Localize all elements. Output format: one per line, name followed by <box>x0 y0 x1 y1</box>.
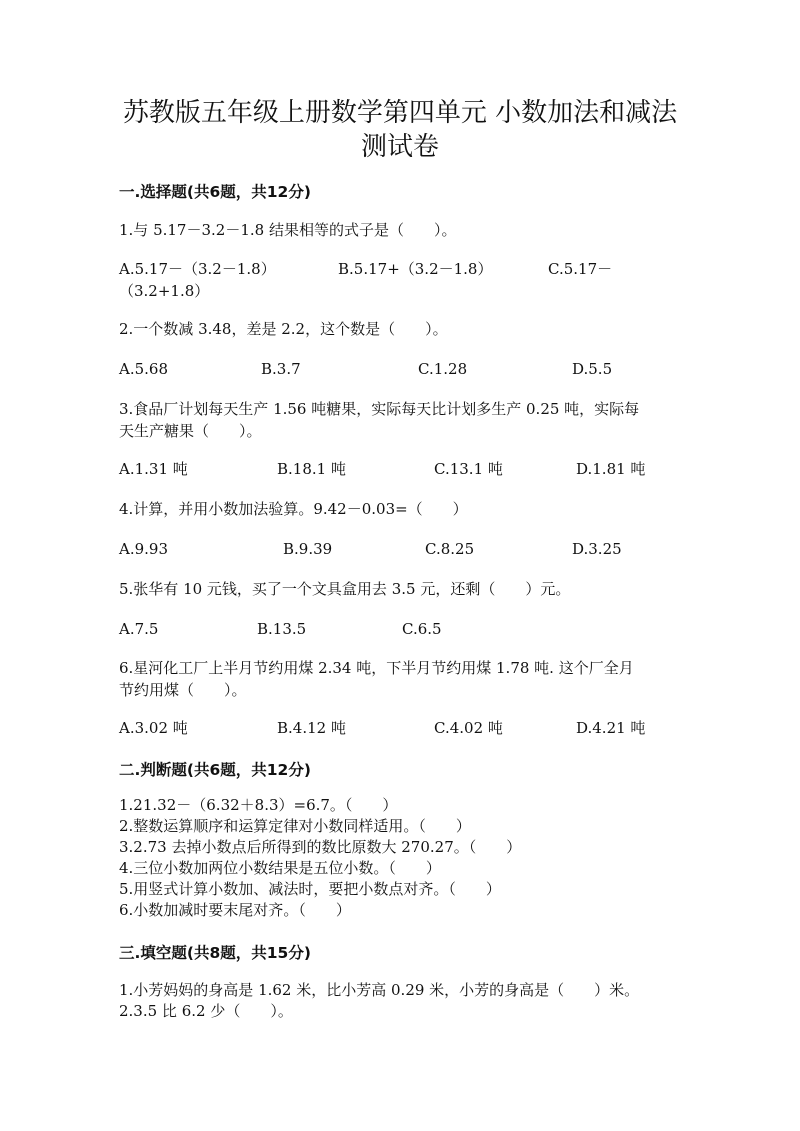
judge-item-1: 1.21.32－（6.32＋8.3）=6.7。（ ） <box>119 796 398 814</box>
question-6-option-d: D.4.21 吨 <box>576 719 646 737</box>
question-5-option-a: A.7.5 <box>119 620 159 638</box>
question-1-option-c-cont: （3.2+1.8） <box>119 282 210 300</box>
section-heading-judge: 二.判断题(共6题，共12分) <box>119 761 311 779</box>
question-4-option-b: B.9.39 <box>283 540 333 558</box>
question-5-option-b: B.13.5 <box>257 620 307 638</box>
question-1-option-b: B.5.17+（3.2－1.8） <box>338 260 493 278</box>
question-2-option-b: B.3.7 <box>261 360 301 378</box>
question-6-stem-cont: 节约用煤（ ）。 <box>119 681 247 699</box>
page-title-line-2: 测试卷 <box>360 132 439 162</box>
fill-item-2: 2.3.5 比 6.2 少（ ）。 <box>119 1002 293 1020</box>
question-2-option-d: D.5.5 <box>572 360 613 378</box>
judge-item-4: 4.三位小数加两位小数结果是五位小数。（ ） <box>119 859 441 877</box>
question-1-option-c: C.5.17－ <box>548 260 613 278</box>
question-5-option-c: C.6.5 <box>402 620 442 638</box>
question-4-option-c: C.8.25 <box>425 540 475 558</box>
question-3-option-d: D.1.81 吨 <box>576 460 646 478</box>
judge-item-5: 5.用竖式计算小数加、减法时，要把小数点对齐。（ ） <box>119 880 501 898</box>
question-2-option-c: C.1.28 <box>418 360 468 378</box>
question-1-stem: 1.与 5.17－3.2－1.8 结果相等的式子是（ ）。 <box>119 221 457 239</box>
judge-item-3: 3.2.73 去掉小数点后所得到的数比原数大 270.27。（ ） <box>119 838 522 856</box>
fill-item-1: 1.小芳妈妈的身高是 1.62 米，比小芳高 0.29 米，小芳的身高是（ ）米。 <box>119 981 640 999</box>
section-heading-fill: 三.填空题(共8题，共15分) <box>119 944 311 962</box>
question-1-option-a: A.5.17－（3.2－1.8） <box>119 260 276 278</box>
question-6-option-c: C.4.02 吨 <box>434 719 503 737</box>
judge-item-2: 2.整数运算顺序和运算定律对小数同样适用。（ ） <box>119 817 471 835</box>
question-4-stem: 4.计算，并用小数加法验算。9.42－0.03=（ ） <box>119 500 468 518</box>
question-6-stem: 6.星河化工厂上半月节约用煤 2.34 吨，下半月节约用煤 1.78 吨. 这个厂全月 <box>119 659 634 677</box>
question-3-option-a: A.1.31 吨 <box>119 460 188 478</box>
question-4-option-d: D.3.25 <box>572 540 622 558</box>
section-heading-choice: 一.选择题(共6题，共12分) <box>119 183 311 201</box>
question-4-option-a: A.9.93 <box>119 540 168 558</box>
question-3-option-c: C.13.1 吨 <box>434 460 503 478</box>
question-3-stem-cont: 天生产糖果（ ）。 <box>119 422 262 440</box>
question-2-option-a: A.5.68 <box>119 360 168 378</box>
question-6-option-b: B.4.12 吨 <box>277 719 346 737</box>
page-title-line-1: 苏教版五年级上册数学第四单元 小数加法和减法 <box>122 98 678 128</box>
question-5-stem: 5.张华有 10 元钱，买了一个文具盒用去 3.5 元，还剩（ ）元。 <box>119 580 571 598</box>
question-3-option-b: B.18.1 吨 <box>277 460 346 478</box>
question-3-stem: 3.食品厂计划每天生产 1.56 吨糖果，实际每天比计划多生产 0.25 吨，实际每 <box>119 400 640 418</box>
question-6-option-a: A.3.02 吨 <box>119 719 188 737</box>
question-2-stem: 2.一个数减 3.48，差是 2.2，这个数是（ ）。 <box>119 320 448 338</box>
judge-item-6: 6.小数加减时要末尾对齐。（ ） <box>119 901 351 919</box>
